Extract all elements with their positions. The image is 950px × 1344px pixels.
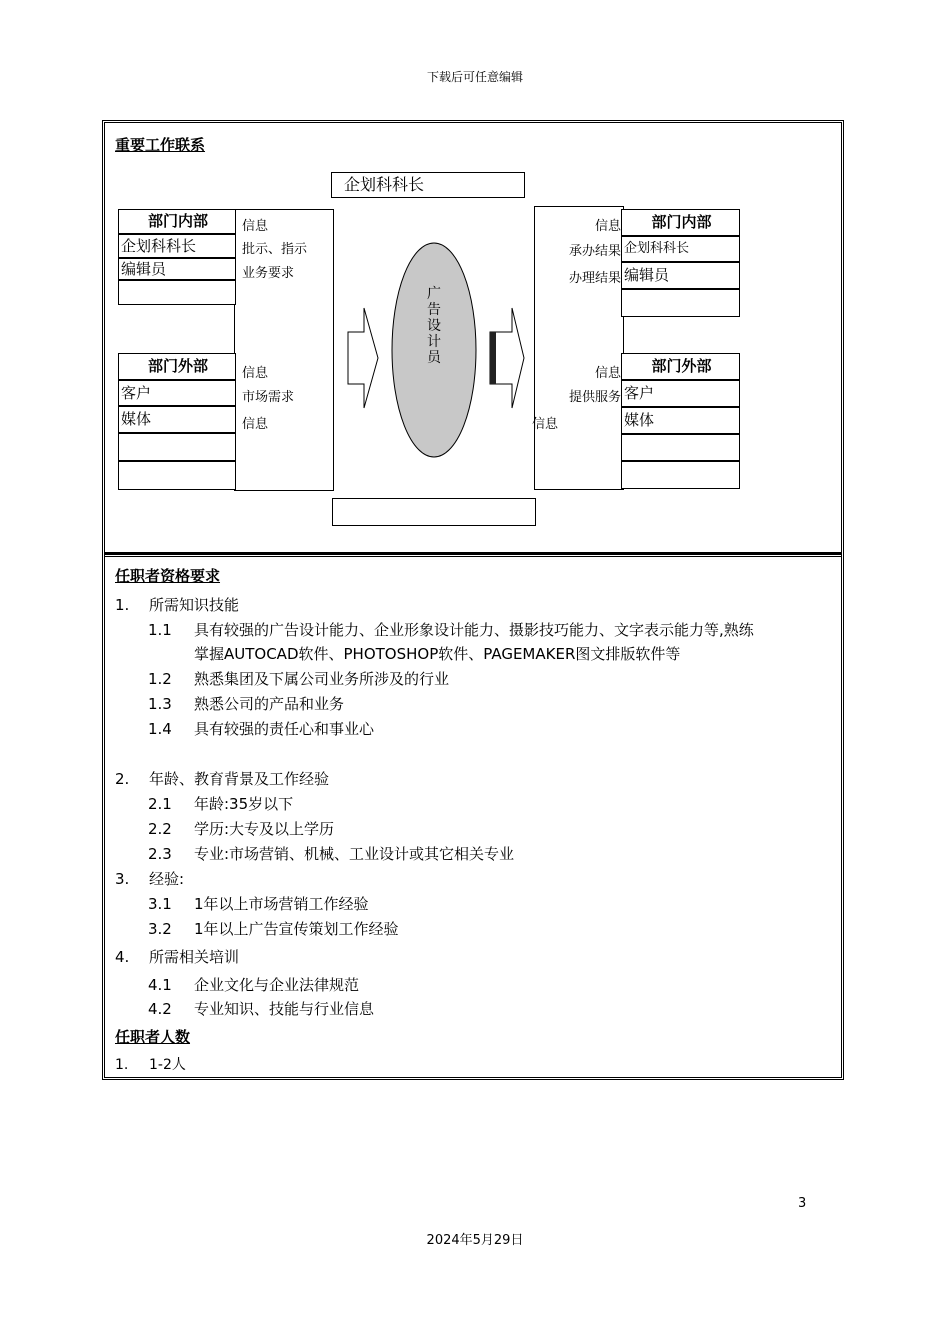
item-text: 年龄:35岁以下 [194,795,294,813]
item-text: 学历:大专及以上学历 [194,820,335,838]
relations-title: 重要工作联系 [115,136,206,154]
left-inner-row: 编辑员 [118,258,236,280]
right-outer-row: 客户 [621,380,740,407]
footer-date: 2024年5月29日 [426,1233,524,1248]
item-number: 4.2 [148,1000,172,1018]
left-outer-label: 信息 [242,417,269,432]
list-item-continuation: 掌握AUTOCAD软件、PHOTOSHOP软件、PAGEMAKER图文排版软件等 [194,645,681,663]
list-item [148,918,399,939]
item-number: 1.3 [148,695,172,713]
item-text: 经验: [149,870,185,888]
item-number: 3.2 [148,920,172,938]
top-box: 企划科科长 [331,172,525,198]
item-text: 具有较强的责任心和事业心 [194,720,375,738]
page-number: 3 [798,1196,807,1211]
item-number: 3. [115,870,130,888]
headcount-title: 任职者人数 [115,1028,191,1046]
right-inner-row: 企划科科长 [621,236,740,262]
left-inner-label: 业务要求 [242,266,295,281]
page-header: 下载后可任意编辑 [426,70,523,84]
left-outer-row [118,433,236,461]
item-number: 2.2 [148,820,172,838]
left-inner-label: 批示、指示 [242,242,308,257]
item-text: 1年以上广告宣传策划工作经验 [194,920,399,938]
list-item [148,998,374,1019]
item-text: 1-2人 [149,1057,186,1073]
list-item [148,974,359,995]
item-number: 3.1 [148,895,172,913]
right-inner-label: 承办结果 [568,244,621,259]
item-text: 年龄、教育背景及工作经验 [149,770,330,788]
list-item [115,594,239,615]
list-item [148,718,374,739]
item-text: 专业:市场营销、机械、工业设计或其它相关专业 [194,845,515,863]
item-number: 2.3 [148,845,172,863]
center-label: 广告设计员 [427,286,441,366]
list-item [148,843,514,864]
right-outer-label: 提供服务 [568,390,621,405]
item-number: 2. [115,770,130,788]
left-arrow-icon [348,308,378,408]
right-inner-row: 编辑员 [621,262,740,289]
left-inner-heading: 部门内部 [118,209,236,234]
list-item [148,793,293,814]
right-outer-row [621,461,740,489]
left-outer-row [118,461,236,490]
left-outer-heading: 部门外部 [118,353,236,380]
item-text: 熟悉集团及下属公司业务所涉及的行业 [194,670,450,688]
right-inner-label: 办理结果 [568,271,621,286]
item-number: 1.2 [148,670,172,688]
item-text: 熟悉公司的产品和业务 [194,695,345,713]
item-number: 1. [115,596,130,614]
item-number: 1. [115,1057,129,1073]
left-outer-row: 客户 [118,380,236,406]
bottom-box [332,498,536,526]
left-inner-row: 企划科科长 [118,234,236,258]
right-inner-heading: 部门内部 [621,209,740,236]
item-number: 4.1 [148,976,172,994]
left-outer-row: 媒体 [118,406,236,433]
item-text: 所需知识技能 [149,596,240,614]
list-item [148,619,754,640]
list-item [148,818,334,839]
item-number: 4. [115,948,130,966]
list-item [115,946,239,967]
list-item [115,868,184,889]
item-text: 具有较强的广告设计能力、企业形象设计能力、摄影技巧能力、文字表示能力等,熟练 [194,621,754,639]
list-item [115,768,329,789]
right-outer-row [621,434,740,461]
right-outer-label: 信息 [532,417,559,432]
right-outer-label: 信息 [594,366,621,381]
right-outer-heading: 部门外部 [621,353,740,380]
list-item [148,693,344,714]
item-text: 专业知识、技能与行业信息 [194,1000,375,1018]
item-text: 企业文化与企业法律规范 [194,976,360,994]
section-divider [105,552,841,557]
right-outer-row: 媒体 [621,407,740,434]
item-text: 1年以上市场营销工作经验 [194,895,369,913]
left-inner-label: 信息 [242,219,269,234]
item-text: 所需相关培训 [149,948,240,966]
item-number: 1.4 [148,720,172,738]
list-item [115,1054,186,1074]
item-number: 2.1 [148,795,172,813]
right-inner-row [621,289,740,317]
item-number: 1.1 [148,621,172,639]
left-inner-row [118,280,236,305]
right-arrow-icon [490,308,524,408]
right-inner-label: 信息 [594,219,621,234]
list-item [148,668,449,689]
left-outer-label: 市场需求 [242,390,295,405]
left-outer-label: 信息 [242,366,269,381]
qualifications-title: 任职者资格要求 [115,567,221,585]
list-item [148,893,369,914]
